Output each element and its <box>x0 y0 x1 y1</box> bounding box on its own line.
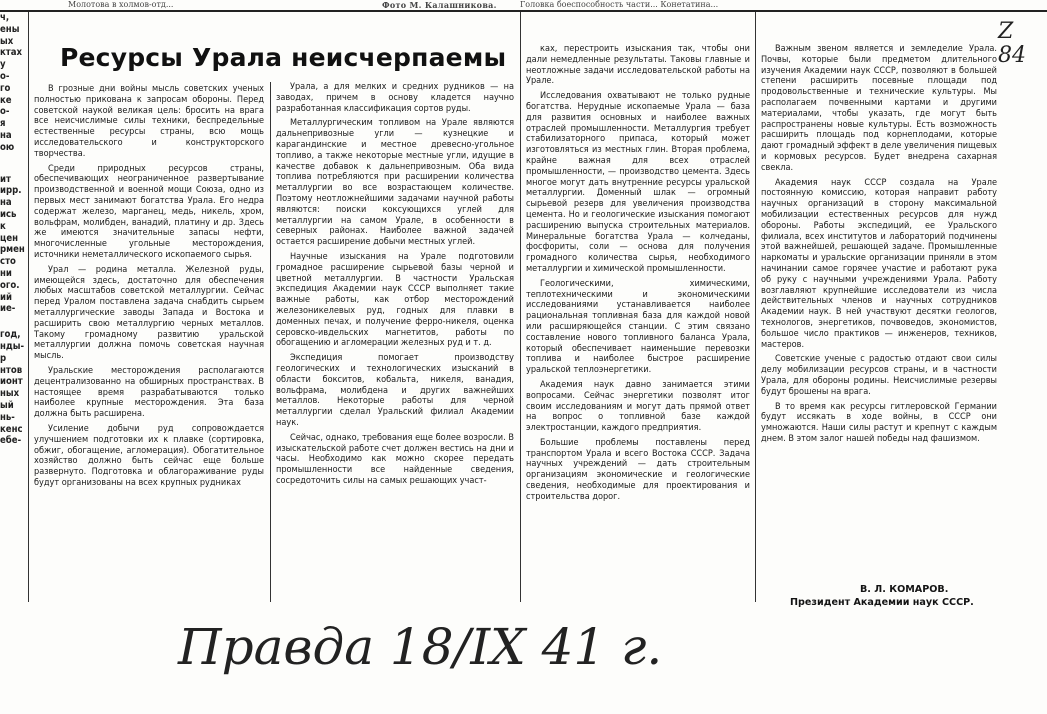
article-paragraph: Уральские месторождения располагаются децентрализованно на обширных пространствах. В настоящее время разрабатываются только наиболее крупные месторождения. Эта база должна быть расширена. <box>34 365 264 420</box>
article-paragraph: Большие проблемы поставлены перед транспортом Урала и всего Востока СССР. Задача научных учреждений — дать строительным организациям экономические и геологические сведения, необходимые для проектирования и строительства дорог. <box>526 437 750 502</box>
article-paragraph: В грозные дни войны мысль советских ученых полностью прикована к запросам обороны. Перед советской наукой великая цель: бросить на врага все неисчислимые силы техники, беспредельные естественные ресурсы страны, всю мощь исследовательского и конструкторского творчества. <box>34 84 264 159</box>
article-paragraph: ках, перестроить изыскания так, чтобы они дали немедленные результаты. Таковы главные и неотложные задачи исследовательской работы на Урале. <box>526 44 750 87</box>
top-strip <box>0 0 1047 10</box>
article-paragraph: В то время как ресурсы гитлеровской Германии будут иссякать в ходе войны, в СССР они умножаются. Наши силы растут и крепнут с каждым днем. В этом залог нашей победы над фашизмом. <box>761 401 997 444</box>
margin-fragment: кенс <box>0 423 23 435</box>
margin-fragment: ись <box>0 208 17 220</box>
margin-fragment: ый <box>0 399 14 411</box>
corner-archive-mark: Z 84 <box>998 19 1026 68</box>
article-paragraph: Усиление добычи руд сопровождается улучшением подготовки их к плавке (сортировка, обжиг, обогащение, агломерация). Обогатительное хозяйство должно быть сейчас еще больше развернуто. Подготовка и облагораживание руды будут организованы на всех крупных рудниках <box>34 423 264 488</box>
margin-fragment: рмен <box>0 244 25 256</box>
margin-fragment: ионт <box>0 376 23 388</box>
margin-fragment: на <box>0 129 12 141</box>
top-strip-left-text: Молотова в холмов-отд... <box>68 0 174 9</box>
margin-fragment: сто <box>0 256 16 268</box>
article-paragraph: Академия наук СССР создала на Урале постоянную комиссию, которая направит работу научных организаций в сторону максимальной мобилизации естественных ресурсов для нужд обороны. Работы экспедиций, ее Уральского филиала, всех институтов и лабораторий подчинены этой важнейшей, решающей задаче. Промышленные наркоматы и уральские организации приняли в этом начинании самое горячее участие и работают рука об руку с научными учреждениями Урала. Работу возглавляют крупнейшие исследователи из числа действительных членов и научных сотрудников Академии наук. В ней участвуют десятки геологов, технологов, энергетиков, почвоведов, экономистов, большое число практиков — инженеров, техников, мастеров. <box>761 177 997 350</box>
column-rule-3 <box>755 12 756 602</box>
margin-fragment: ебе- <box>0 435 22 447</box>
author-title: Президент Академии наук СССР. <box>790 597 974 608</box>
margin-fragment: о- <box>0 70 10 82</box>
article-column-3 <box>526 44 750 602</box>
margin-fragment: год, <box>0 329 21 341</box>
margin-fragment: ых <box>0 35 14 47</box>
article-paragraph: Сейчас, однако, требования еще более возросли. В изыскательской работе счет должен вестись на дни и часы. Необходимо как можно скорее передать промышленности все найденные сведения, сосредоточить силы на самых решающих участ- <box>276 432 514 486</box>
handwritten-date-note: Правда 18/IX 41 г. <box>178 618 663 676</box>
top-strip-right-text: Головка боеспособность части... Конетатина... <box>520 0 719 9</box>
article-paragraph: Советские ученые с радостью отдают свои силы делу мобилизации ресурсов страны, и в частности Урала, для обороны родины. Неисчислимые резервы будут брошены на врага. <box>761 354 997 397</box>
article-paragraph: Исследования охватывают не только рудные богатства. Нерудные ископаемые Урала — база для развития основных и наиболее важных отраслей промышленности. Металлургия требует стабилизаторного припаса, который может изготовляться из местных глин. Вторая проблема, крайне важная для всех отраслей промышленности, — производство цемента. Здесь многое могут дать внутренние ресурсы уральской металлургии. Доменный шлак — огромный сырьевой резерв для увеличения производства цемента. Но и геологические изыскания помогают расширению выпуска строительных материалов. Минеральные богатства Урала — колчеданы, фосфориты, соли — основа для получения громадного количества сырья, необходимого металлургии и химической промышленности. <box>526 91 750 274</box>
article-paragraph: Среди природных ресурсов страны, обеспечивающих неограниченное развертывание производственной и военной мощи Союза, одно из первых мест занимают богатства Урала. Его недра содержат железо, марганец, медь, никель, хром, вольфрам, молибден, ванадий, платину и др. Здесь же имеются значительные запасы нефти, многочисленные угольные месторождения, источники неметаллического ископаемого сырья. <box>34 163 264 260</box>
article-column-2 <box>276 82 514 602</box>
article-paragraph: Урал — родина металла. Железной руды, имеющейся здесь, достаточно для обеспечения любых масштабов советской металлургии. Сейчас перед Уралом поставлена задача снабдить сырьем металлургические заводы Запада и Востока и расширить свою металлургию черных металлов. Такому громадному развитию уральской металлургии должна помочь советская научная мысль. <box>34 264 264 362</box>
margin-fragment: цен <box>0 232 19 244</box>
margin-fragment: у <box>0 59 6 71</box>
margin-fragment: ни <box>0 267 12 279</box>
article-paragraph: Урала, а для мелких и средних рудников — на заводах, причем в основу кладется научно разработанная классификация сортов руды. <box>276 82 514 114</box>
margin-fragment: ч, <box>0 12 10 23</box>
margin-fragment: нтов <box>0 364 23 376</box>
article-paragraph: Важным звеном является и земледелие Урала. Почвы, которые были предметом длительного изучения Академии наук СССР, позволяют в большей степени расширить посевные площади под продовольственные и технические культуры. Мы располагаем почвенными картами и другими материалами, чтобы указать, где могут быть распространены новые культуры. Есть возможность расширить площадь под корнеплодами, которые дают громадный эффект в деле увеличения пищевых и кормовых ресурсов. Будет внедрена сахарная свекла. <box>761 44 997 173</box>
article-paragraph: Экспедиция помогает производству геологических и технологических изысканий в области бокситов, кобальта, никеля, ванадия, вольфрама, молибдена и других важнейших металлов. Некоторые работы для черной металлургии сделал Уральский филиал Академии наук. <box>276 353 514 428</box>
margin-fragment: я <box>0 118 6 130</box>
column-rule-1 <box>270 82 271 602</box>
top-rule <box>0 10 1047 12</box>
column-rule-2 <box>520 12 521 602</box>
margin-fragment: нь- <box>0 411 15 423</box>
left-margin-fragments <box>0 12 26 602</box>
author-name: В. Л. КОМАРОВ. <box>860 584 949 595</box>
margin-fragment: ит <box>0 173 11 185</box>
article-column-4 <box>761 44 997 566</box>
photo-credit: Фото М. Калашникова. <box>382 0 497 10</box>
margin-fragment: ий <box>0 291 12 303</box>
article-paragraph: Научные изыскания на Урале подготовили громадное расширение сырьевой базы черной и цветной металлургии. В частности Уральская экспедиция Академии наук СССР выполняет такие важные работы, как отбор месторождений железоникелевых руд, годных для плавки в доменных печах, и получение ферро-никеля, оценка серовско-ивдельских магнетитов, работы по обогащению и агломерации железных руд и т. д. <box>276 251 514 349</box>
article-paragraph: Академия наук давно занимается этими вопросами. Сейчас энергетики позволят итог своим исследованиям и могут дать прямой ответ на вопрос о топливной базе каждой электростанции, каждого предприятия. <box>526 379 750 434</box>
article-paragraph: Металлургическим топливом на Урале являются дальнепривозные угли — кузнецкие и карагандинские и местное древесно-угольное топливо, а также некоторые местные угли, идущие в качестве добавок к дальнепривозным. Оба вида топлива потребляются при расширении количества металлургии во все возрастающем количестве. Поэтому неотложнейшими задачами научной работы являются: поиски коксующихся углей для металлургии на самом Урале, в особенности в северных районах. Наиболее важной задачей остается расширение добычи местных углей. <box>276 118 514 248</box>
margin-fragment: ены <box>0 23 20 35</box>
margin-fragment: р <box>0 352 7 364</box>
margin-fragment: ктах <box>0 47 23 59</box>
margin-fragment: ого. <box>0 279 20 291</box>
margin-fragment: ирр. <box>0 185 22 197</box>
article-paragraph: Геологическими, химическими, теплотехническими и экономическими исследованиями устанавливается наиболее рациональная топливная база для каждой новой или расширяющейся станции. С этим связано составление нового топливного баланса Урала, который обеспечивает наименьшие перевозки топлива и наиболее быстрое расширение уральской теплоэнергетики. <box>526 278 750 376</box>
margin-fragment: ие- <box>0 303 16 315</box>
margin-fragment: го <box>0 82 11 94</box>
margin-fragment: о- <box>0 106 10 118</box>
article-column-1 <box>34 84 264 602</box>
column-rule-0 <box>28 12 29 602</box>
margin-fragment: ке <box>0 94 12 106</box>
margin-fragment: ных <box>0 388 20 400</box>
margin-fragment: на <box>0 197 12 209</box>
margin-fragment: ою <box>0 141 15 153</box>
margin-fragment: к <box>0 220 6 232</box>
article-headline: Ресурсы Урала неисчерпаемы <box>60 43 507 72</box>
margin-fragment: нды- <box>0 340 25 352</box>
